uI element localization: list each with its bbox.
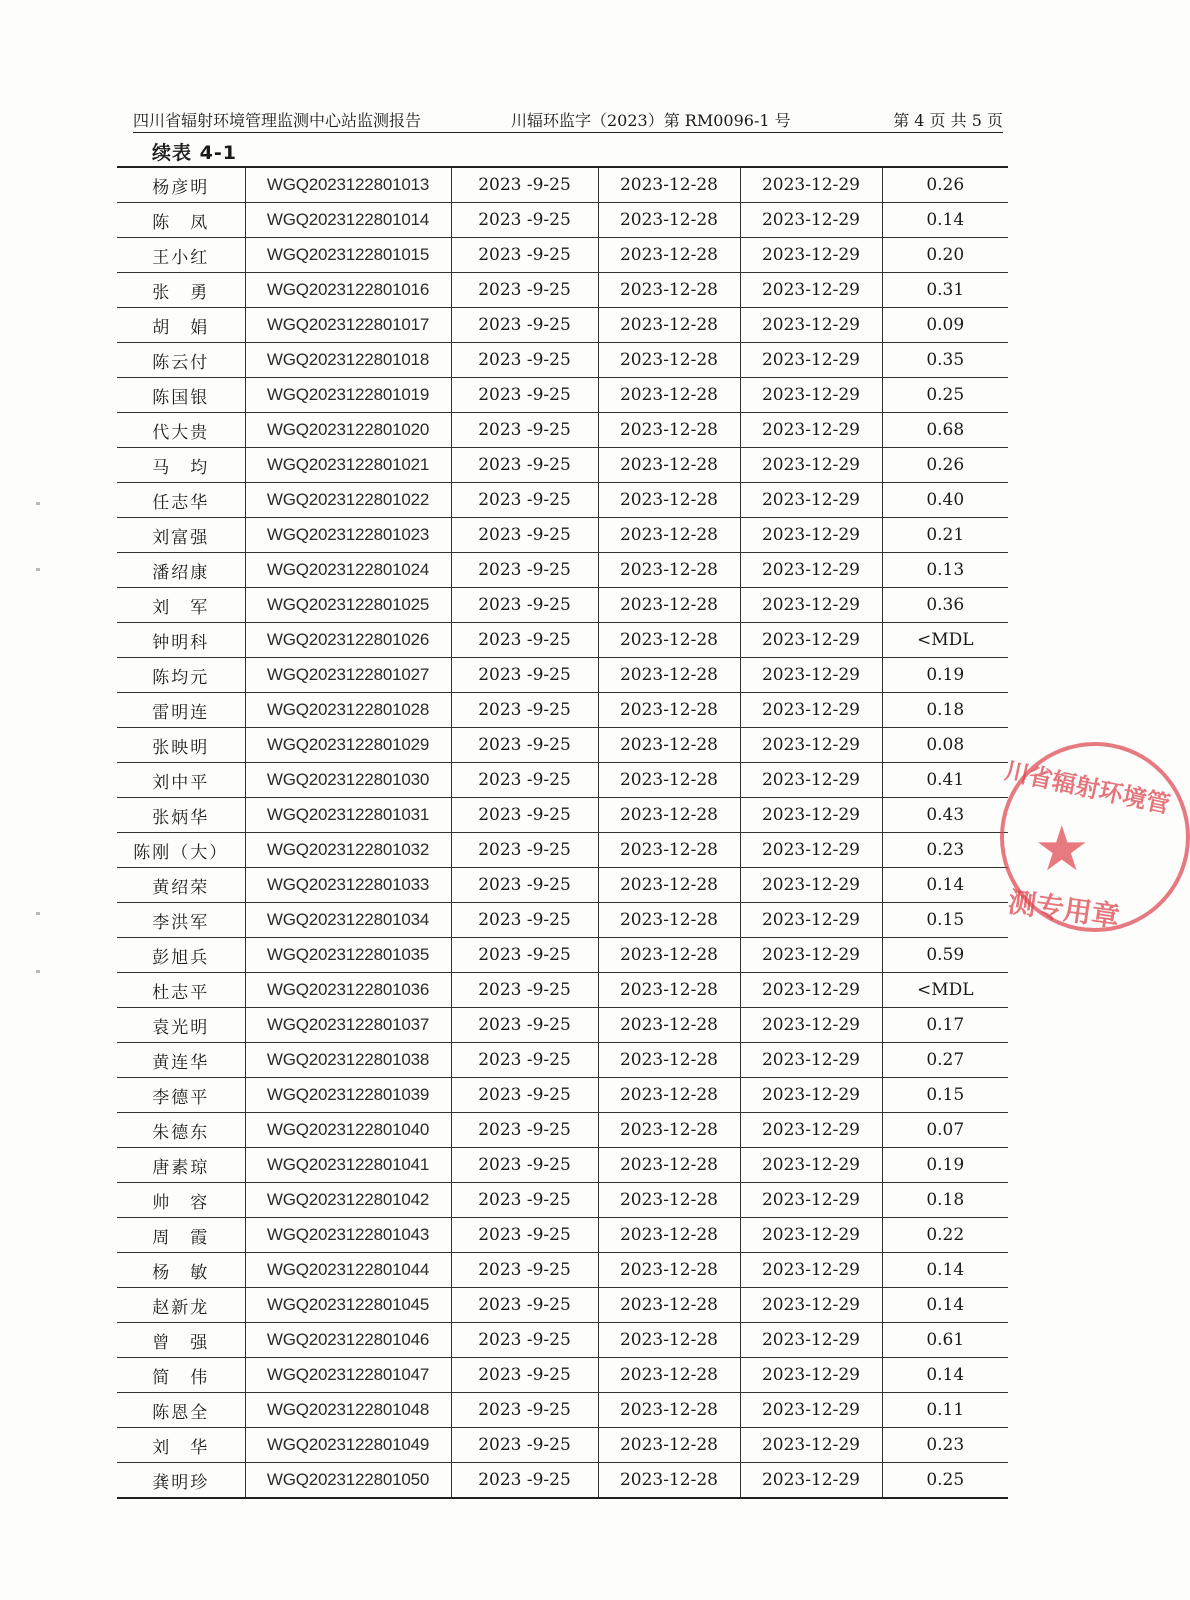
report-date-cell: 2023-12-29 <box>740 203 882 238</box>
result-value-cell: 0.26 <box>882 448 1008 483</box>
sample-date-cell: 2023 -9-25 <box>451 903 598 938</box>
test-date-cell: 2023-12-28 <box>598 238 740 273</box>
sample-code-cell: WGQ2023122801029 <box>245 728 451 763</box>
report-organization: 四川省辐射环境管理监测中心站监测报告 <box>133 111 422 130</box>
test-date-cell: 2023-12-28 <box>598 1043 740 1078</box>
sample-date-cell: 2023 -9-25 <box>451 203 598 238</box>
table-row <box>117 693 1008 728</box>
report-date-cell: 2023-12-29 <box>740 343 882 378</box>
seal-star-icon: ★ <box>1034 812 1090 885</box>
table-row <box>117 413 1008 448</box>
sample-date-cell: 2023 -9-25 <box>451 1393 598 1428</box>
table-row <box>117 343 1008 378</box>
scan-mark <box>36 502 40 505</box>
test-date-cell: 2023-12-28 <box>598 483 740 518</box>
sample-date-cell: 2023 -9-25 <box>451 483 598 518</box>
sample-code-cell: WGQ2023122801037 <box>245 1008 451 1043</box>
test-date-cell: 2023-12-28 <box>598 378 740 413</box>
table-row <box>117 798 1008 833</box>
result-value-cell: 0.68 <box>882 413 1008 448</box>
person-name-cell: 黄绍荣 <box>117 868 245 903</box>
report-date-cell: 2023-12-29 <box>740 903 882 938</box>
person-name-cell: 任志华 <box>117 483 245 518</box>
test-date-cell: 2023-12-28 <box>598 903 740 938</box>
result-value-cell: 0.19 <box>882 1148 1008 1183</box>
sample-code-cell: WGQ2023122801042 <box>245 1183 451 1218</box>
result-value-cell: 0.17 <box>882 1008 1008 1043</box>
table-row <box>117 1148 1008 1183</box>
table-row <box>117 203 1008 238</box>
report-date-cell: 2023-12-29 <box>740 553 882 588</box>
sample-date-cell: 2023 -9-25 <box>451 273 598 308</box>
person-name-cell: 陈国银 <box>117 378 245 413</box>
result-value-cell: 0.08 <box>882 728 1008 763</box>
person-name-cell: 雷明连 <box>117 693 245 728</box>
report-date-cell: 2023-12-29 <box>740 938 882 973</box>
table-row <box>117 973 1008 1008</box>
results-table-body <box>117 167 1008 1498</box>
sample-date-cell: 2023 -9-25 <box>451 343 598 378</box>
sample-code-cell: WGQ2023122801036 <box>245 973 451 1008</box>
result-value-cell: <MDL <box>882 973 1008 1008</box>
result-value-cell: 0.14 <box>882 868 1008 903</box>
result-value-cell: 0.07 <box>882 1113 1008 1148</box>
sample-code-cell: WGQ2023122801017 <box>245 308 451 343</box>
sample-date-cell: 2023 -9-25 <box>451 588 598 623</box>
sample-date-cell: 2023 -9-25 <box>451 693 598 728</box>
sample-code-cell: WGQ2023122801048 <box>245 1393 451 1428</box>
result-value-cell: 0.18 <box>882 1183 1008 1218</box>
page-number: 第 4 页 共 5 页 <box>893 111 1003 130</box>
result-value-cell: 0.21 <box>882 518 1008 553</box>
table-row <box>117 903 1008 938</box>
table-row <box>117 167 1008 203</box>
person-name-cell: 赵新龙 <box>117 1288 245 1323</box>
test-date-cell: 2023-12-28 <box>598 1113 740 1148</box>
person-name-cell: 钟明科 <box>117 623 245 658</box>
report-date-cell: 2023-12-29 <box>740 588 882 623</box>
report-date-cell: 2023-12-29 <box>740 658 882 693</box>
sample-date-cell: 2023 -9-25 <box>451 1463 598 1499</box>
person-name-cell: 刘 军 <box>117 588 245 623</box>
person-name-cell: 李洪军 <box>117 903 245 938</box>
result-value-cell: 0.20 <box>882 238 1008 273</box>
report-date-cell: 2023-12-29 <box>740 833 882 868</box>
table-row <box>117 938 1008 973</box>
report-date-cell: 2023-12-29 <box>740 378 882 413</box>
sample-code-cell: WGQ2023122801041 <box>245 1148 451 1183</box>
table-row <box>117 238 1008 273</box>
sample-date-cell: 2023 -9-25 <box>451 1078 598 1113</box>
sample-code-cell: WGQ2023122801018 <box>245 343 451 378</box>
person-name-cell: 简 伟 <box>117 1358 245 1393</box>
report-date-cell: 2023-12-29 <box>740 308 882 343</box>
table-row <box>117 1113 1008 1148</box>
report-date-cell: 2023-12-29 <box>740 693 882 728</box>
report-date-cell: 2023-12-29 <box>740 1078 882 1113</box>
report-date-cell: 2023-12-29 <box>740 1253 882 1288</box>
table-row <box>117 483 1008 518</box>
sample-code-cell: WGQ2023122801028 <box>245 693 451 728</box>
test-date-cell: 2023-12-28 <box>598 413 740 448</box>
sample-date-cell: 2023 -9-25 <box>451 378 598 413</box>
person-name-cell: 曾 强 <box>117 1323 245 1358</box>
sample-date-cell: 2023 -9-25 <box>451 763 598 798</box>
result-value-cell: <MDL <box>882 623 1008 658</box>
sample-date-cell: 2023 -9-25 <box>451 308 598 343</box>
report-date-cell: 2023-12-29 <box>740 1323 882 1358</box>
person-name-cell: 陈均元 <box>117 658 245 693</box>
sample-code-cell: WGQ2023122801031 <box>245 798 451 833</box>
sample-code-cell: WGQ2023122801026 <box>245 623 451 658</box>
person-name-cell: 陈 凤 <box>117 203 245 238</box>
sample-code-cell: WGQ2023122801025 <box>245 588 451 623</box>
sample-date-cell: 2023 -9-25 <box>451 938 598 973</box>
person-name-cell: 陈刚（大） <box>117 833 245 868</box>
sample-code-cell: WGQ2023122801049 <box>245 1428 451 1463</box>
test-date-cell: 2023-12-28 <box>598 1393 740 1428</box>
sample-code-cell: WGQ2023122801050 <box>245 1463 451 1499</box>
sample-date-cell: 2023 -9-25 <box>451 1148 598 1183</box>
test-date-cell: 2023-12-28 <box>598 763 740 798</box>
test-date-cell: 2023-12-28 <box>598 203 740 238</box>
sample-code-cell: WGQ2023122801019 <box>245 378 451 413</box>
result-value-cell: 0.61 <box>882 1323 1008 1358</box>
sample-date-cell: 2023 -9-25 <box>451 238 598 273</box>
test-date-cell: 2023-12-28 <box>598 1148 740 1183</box>
test-date-cell: 2023-12-28 <box>598 1218 740 1253</box>
person-name-cell: 帅 容 <box>117 1183 245 1218</box>
test-date-cell: 2023-12-28 <box>598 1358 740 1393</box>
seal-text-bottom: 测专用章 <box>1006 885 1122 934</box>
report-date-cell: 2023-12-29 <box>740 1113 882 1148</box>
table-row <box>117 448 1008 483</box>
sample-date-cell: 2023 -9-25 <box>451 1218 598 1253</box>
result-value-cell: 0.15 <box>882 903 1008 938</box>
person-name-cell: 马 均 <box>117 448 245 483</box>
person-name-cell: 代大贵 <box>117 413 245 448</box>
table-row <box>117 1323 1008 1358</box>
sample-date-cell: 2023 -9-25 <box>451 1043 598 1078</box>
test-date-cell: 2023-12-28 <box>598 798 740 833</box>
sample-date-cell: 2023 -9-25 <box>451 553 598 588</box>
result-value-cell: 0.59 <box>882 938 1008 973</box>
sample-date-cell: 2023 -9-25 <box>451 1428 598 1463</box>
report-date-cell: 2023-12-29 <box>740 973 882 1008</box>
document-number: 川辐环监字（2023）第 RM0096-1 号 <box>511 111 791 130</box>
person-name-cell: 陈恩全 <box>117 1393 245 1428</box>
sample-date-cell: 2023 -9-25 <box>451 1113 598 1148</box>
result-value-cell: 0.22 <box>882 1218 1008 1253</box>
sample-date-cell: 2023 -9-25 <box>451 1288 598 1323</box>
report-date-cell: 2023-12-29 <box>740 1463 882 1499</box>
sample-code-cell: WGQ2023122801045 <box>245 1288 451 1323</box>
sample-code-cell: WGQ2023122801020 <box>245 413 451 448</box>
test-date-cell: 2023-12-28 <box>598 658 740 693</box>
table-row <box>117 1008 1008 1043</box>
result-value-cell: 0.14 <box>882 203 1008 238</box>
test-date-cell: 2023-12-28 <box>598 1253 740 1288</box>
scan-mark <box>36 568 40 571</box>
table-row <box>117 1078 1008 1113</box>
sample-code-cell: WGQ2023122801033 <box>245 868 451 903</box>
result-value-cell: 0.11 <box>882 1393 1008 1428</box>
result-value-cell: 0.13 <box>882 553 1008 588</box>
person-name-cell: 王小红 <box>117 238 245 273</box>
scan-mark <box>36 912 40 915</box>
test-date-cell: 2023-12-28 <box>598 1323 740 1358</box>
results-table <box>117 166 1008 1499</box>
table-row <box>117 553 1008 588</box>
sample-date-cell: 2023 -9-25 <box>451 973 598 1008</box>
table-row <box>117 1253 1008 1288</box>
sample-code-cell: WGQ2023122801040 <box>245 1113 451 1148</box>
seal-text-top: 川省辐射环境管 <box>1002 756 1173 820</box>
result-value-cell: 0.23 <box>882 833 1008 868</box>
person-name-cell: 袁光明 <box>117 1008 245 1043</box>
test-date-cell: 2023-12-28 <box>598 868 740 903</box>
report-date-cell: 2023-12-29 <box>740 448 882 483</box>
table-row <box>117 588 1008 623</box>
test-date-cell: 2023-12-28 <box>598 1463 740 1499</box>
table-row <box>117 308 1008 343</box>
table-row <box>117 378 1008 413</box>
sample-code-cell: WGQ2023122801013 <box>245 167 451 203</box>
person-name-cell: 刘富强 <box>117 518 245 553</box>
sample-code-cell: WGQ2023122801046 <box>245 1323 451 1358</box>
result-value-cell: 0.27 <box>882 1043 1008 1078</box>
sample-code-cell: WGQ2023122801027 <box>245 658 451 693</box>
result-value-cell: 0.31 <box>882 273 1008 308</box>
person-name-cell: 李德平 <box>117 1078 245 1113</box>
result-value-cell: 0.14 <box>882 1253 1008 1288</box>
test-date-cell: 2023-12-28 <box>598 693 740 728</box>
report-date-cell: 2023-12-29 <box>740 1393 882 1428</box>
sample-code-cell: WGQ2023122801021 <box>245 448 451 483</box>
person-name-cell: 刘中平 <box>117 763 245 798</box>
report-date-cell: 2023-12-29 <box>740 1428 882 1463</box>
sample-code-cell: WGQ2023122801024 <box>245 553 451 588</box>
sample-code-cell: WGQ2023122801032 <box>245 833 451 868</box>
result-value-cell: 0.14 <box>882 1288 1008 1323</box>
sample-code-cell: WGQ2023122801043 <box>245 1218 451 1253</box>
test-date-cell: 2023-12-28 <box>598 553 740 588</box>
person-name-cell: 张映明 <box>117 728 245 763</box>
report-date-cell: 2023-12-29 <box>740 1358 882 1393</box>
sample-date-cell: 2023 -9-25 <box>451 798 598 833</box>
report-date-cell: 2023-12-29 <box>740 483 882 518</box>
test-date-cell: 2023-12-28 <box>598 343 740 378</box>
page-header <box>133 104 1003 133</box>
report-date-cell: 2023-12-29 <box>740 413 882 448</box>
sample-code-cell: WGQ2023122801034 <box>245 903 451 938</box>
person-name-cell: 陈云付 <box>117 343 245 378</box>
table-row <box>117 1463 1008 1499</box>
test-date-cell: 2023-12-28 <box>598 308 740 343</box>
report-date-cell: 2023-12-29 <box>740 1218 882 1253</box>
table-row <box>117 658 1008 693</box>
test-date-cell: 2023-12-28 <box>598 1288 740 1323</box>
result-value-cell: 0.19 <box>882 658 1008 693</box>
sample-date-cell: 2023 -9-25 <box>451 167 598 203</box>
sample-code-cell: WGQ2023122801023 <box>245 518 451 553</box>
sample-date-cell: 2023 -9-25 <box>451 1358 598 1393</box>
person-name-cell: 杨彦明 <box>117 167 245 203</box>
test-date-cell: 2023-12-28 <box>598 833 740 868</box>
table-row <box>117 728 1008 763</box>
table-row <box>117 868 1008 903</box>
sample-date-cell: 2023 -9-25 <box>451 518 598 553</box>
test-date-cell: 2023-12-28 <box>598 273 740 308</box>
sample-code-cell: WGQ2023122801038 <box>245 1043 451 1078</box>
test-date-cell: 2023-12-28 <box>598 938 740 973</box>
table-row <box>117 518 1008 553</box>
result-value-cell: 0.25 <box>882 1463 1008 1499</box>
sample-date-cell: 2023 -9-25 <box>451 658 598 693</box>
result-value-cell: 0.40 <box>882 483 1008 518</box>
test-date-cell: 2023-12-28 <box>598 1428 740 1463</box>
table-caption: 续表 4-1 <box>152 142 237 164</box>
report-date-cell: 2023-12-29 <box>740 167 882 203</box>
sample-date-cell: 2023 -9-25 <box>451 1253 598 1288</box>
report-date-cell: 2023-12-29 <box>740 238 882 273</box>
sample-date-cell: 2023 -9-25 <box>451 1008 598 1043</box>
result-value-cell: 0.41 <box>882 763 1008 798</box>
test-date-cell: 2023-12-28 <box>598 588 740 623</box>
person-name-cell: 龚明珍 <box>152 1472 210 1493</box>
table-row <box>117 1358 1008 1393</box>
report-date-cell: 2023-12-29 <box>740 1008 882 1043</box>
table-row <box>117 763 1008 798</box>
test-date-cell: 2023-12-28 <box>598 167 740 203</box>
result-value-cell: 0.14 <box>882 1358 1008 1393</box>
test-date-cell: 2023-12-28 <box>598 623 740 658</box>
person-name-cell: 潘绍康 <box>117 553 245 588</box>
test-date-cell: 2023-12-28 <box>598 1183 740 1218</box>
person-name-cell: 唐素琼 <box>117 1148 245 1183</box>
person-name-cell: 张 勇 <box>117 273 245 308</box>
sample-date-cell: 2023 -9-25 <box>451 1323 598 1358</box>
person-name-cell: 杜志平 <box>117 973 245 1008</box>
person-name-cell: 胡 娟 <box>117 308 245 343</box>
sample-date-cell: 2023 -9-25 <box>451 413 598 448</box>
scan-mark <box>36 970 40 973</box>
result-value-cell: 0.26 <box>882 167 1008 203</box>
report-date-cell: 2023-12-29 <box>740 868 882 903</box>
table-row <box>117 1428 1008 1463</box>
test-date-cell: 2023-12-28 <box>598 1078 740 1113</box>
table-row <box>117 623 1008 658</box>
report-date-cell: 2023-12-29 <box>740 1288 882 1323</box>
person-name-cell: 周 霞 <box>117 1218 245 1253</box>
table-row <box>117 1288 1008 1323</box>
person-name-cell: 朱德东 <box>117 1113 245 1148</box>
person-name-cell: 彭旭兵 <box>117 938 245 973</box>
table-row <box>117 1218 1008 1253</box>
result-value-cell: 0.36 <box>882 588 1008 623</box>
sample-code-cell: WGQ2023122801030 <box>245 763 451 798</box>
person-name-cell: 刘 华 <box>117 1428 245 1463</box>
sample-code-cell: WGQ2023122801039 <box>245 1078 451 1113</box>
report-date-cell: 2023-12-29 <box>740 763 882 798</box>
result-value-cell: 0.25 <box>882 378 1008 413</box>
result-value-cell: 0.23 <box>882 1428 1008 1463</box>
result-value-cell: 0.35 <box>882 343 1008 378</box>
table-row <box>117 1183 1008 1218</box>
table-row <box>117 273 1008 308</box>
test-date-cell: 2023-12-28 <box>598 973 740 1008</box>
result-value-cell: 0.09 <box>882 308 1008 343</box>
result-value-cell: 0.15 <box>882 1078 1008 1113</box>
sample-code-cell: WGQ2023122801022 <box>245 483 451 518</box>
report-date-cell: 2023-12-29 <box>740 1183 882 1218</box>
sample-code-cell: WGQ2023122801047 <box>245 1358 451 1393</box>
person-name-cell: 张炳华 <box>117 798 245 833</box>
test-date-cell: 2023-12-28 <box>598 518 740 553</box>
sample-code-cell: WGQ2023122801035 <box>245 938 451 973</box>
report-date-cell: 2023-12-29 <box>740 273 882 308</box>
report-date-cell: 2023-12-29 <box>740 1043 882 1078</box>
sample-code-cell: WGQ2023122801044 <box>245 1253 451 1288</box>
table-row <box>117 1043 1008 1078</box>
sample-date-cell: 2023 -9-25 <box>451 448 598 483</box>
person-name-cell: 黄连华 <box>117 1043 245 1078</box>
sample-date-cell: 2023 -9-25 <box>451 833 598 868</box>
sample-code-cell: WGQ2023122801014 <box>245 203 451 238</box>
test-date-cell: 2023-12-28 <box>598 728 740 763</box>
test-date-cell: 2023-12-28 <box>598 448 740 483</box>
report-date-cell: 2023-12-29 <box>740 623 882 658</box>
result-value-cell: 0.18 <box>882 693 1008 728</box>
table-row <box>117 1393 1008 1428</box>
sample-date-cell: 2023 -9-25 <box>451 623 598 658</box>
sample-date-cell: 2023 -9-25 <box>451 868 598 903</box>
sample-date-cell: 2023 -9-25 <box>451 1183 598 1218</box>
report-date-cell: 2023-12-29 <box>740 1148 882 1183</box>
sample-code-cell: WGQ2023122801016 <box>245 273 451 308</box>
result-value-cell: 0.43 <box>882 798 1008 833</box>
report-date-cell: 2023-12-29 <box>740 728 882 763</box>
test-date-cell: 2023-12-28 <box>598 1008 740 1043</box>
sample-date-cell: 2023 -9-25 <box>451 728 598 763</box>
report-date-cell: 2023-12-29 <box>740 798 882 833</box>
report-date-cell: 2023-12-29 <box>740 518 882 553</box>
person-name-cell: 杨 敏 <box>117 1253 245 1288</box>
sample-code-cell: WGQ2023122801015 <box>245 238 451 273</box>
table-row <box>117 833 1008 868</box>
